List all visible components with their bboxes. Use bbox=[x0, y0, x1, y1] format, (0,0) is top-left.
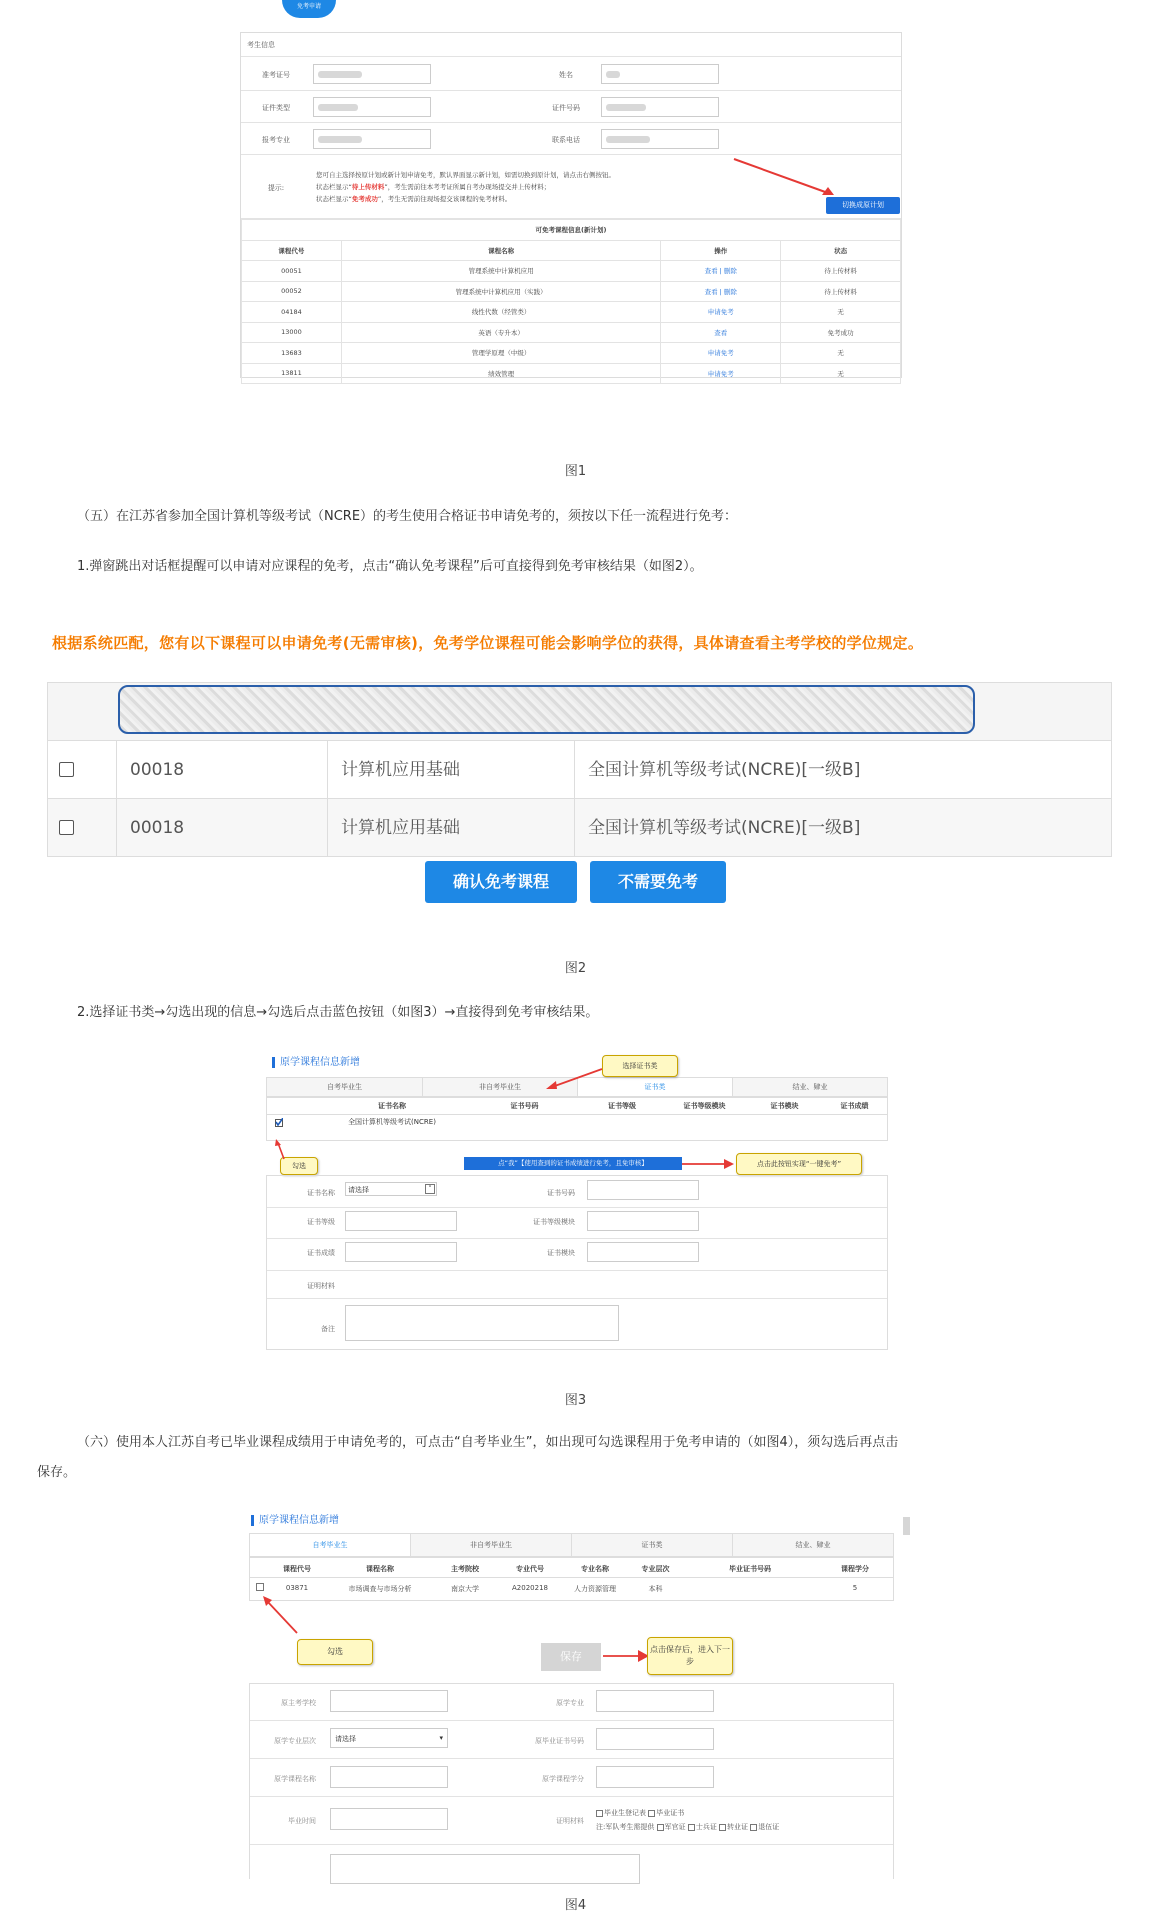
callout-check: 勾选 bbox=[297, 1639, 373, 1665]
tip-line-3: 状态栏显示“免考成功”，考生无需前往现场提交该课程的免考材料。 bbox=[316, 195, 512, 203]
figure-caption: 图3 bbox=[564, 1393, 587, 1408]
header-major-level: 专业层次 bbox=[641, 1565, 670, 1573]
proof-options: 毕业生登记表 毕业证书 注:军队考生需提供 军官证 士兵证 转业证 退伍证 bbox=[596, 1809, 780, 1831]
level-module-input[interactable] bbox=[587, 1211, 699, 1231]
label-major: 报考专业 bbox=[262, 136, 290, 144]
fig2-match-table bbox=[47, 682, 1112, 857]
step-2: 2.选择证书类→勾选出现的信息→勾选后点击蓝色按钮（如图3）→直接得到免考审核结果。 bbox=[77, 1005, 599, 1020]
course-checkbox[interactable] bbox=[59, 762, 74, 777]
cell: 人力资源管理 bbox=[574, 1585, 616, 1593]
exempt-course-table bbox=[241, 219, 901, 384]
table-row: 00052 管理系统中计算机应用（实践） 查看 | 删除 待上传材料 bbox=[242, 281, 901, 302]
table-row: 00051 管理系统中计算机应用 查看 | 删除 待上传材料 bbox=[242, 261, 901, 282]
paragraph-6-line-2: 保存。 bbox=[37, 1465, 77, 1480]
course-name: 计算机应用基础 bbox=[327, 741, 574, 799]
table-row bbox=[48, 799, 1111, 857]
orig-diploma-input[interactable] bbox=[596, 1728, 714, 1750]
callout-select-cert: 选择证书类 bbox=[602, 1055, 678, 1077]
section-title: 原学课程信息新增 bbox=[251, 1515, 339, 1526]
label-orig-school: 原主考学校 bbox=[281, 1699, 316, 1707]
switch-plan-button[interactable]: 切换成原计划 bbox=[826, 197, 900, 214]
grad-time-input[interactable] bbox=[330, 1808, 448, 1830]
remark-textarea[interactable] bbox=[345, 1305, 619, 1341]
scrollbar-thumb[interactable] bbox=[903, 1517, 910, 1535]
cert-name: 全国计算机等级考试(NCRE)[一级B] bbox=[574, 741, 1111, 799]
col-code: 课程代号 bbox=[242, 240, 342, 261]
course-grid bbox=[249, 1557, 894, 1601]
cell: A2020218 bbox=[512, 1584, 548, 1592]
one-click-exempt-button[interactable]: 点“我”【使用查到的证书成绩进行免考，且免审核】 bbox=[464, 1157, 682, 1170]
cell: 南京大学 bbox=[451, 1585, 479, 1593]
tab-non-self-graduate[interactable]: 非自考毕业生 bbox=[411, 1534, 572, 1556]
label-phone: 联系电话 bbox=[552, 136, 580, 144]
label-cert-module: 证书模块 bbox=[547, 1249, 575, 1257]
cell: 市场调查与市场分析 bbox=[348, 1585, 412, 1593]
tab-self-graduate[interactable]: 自考毕业生 bbox=[250, 1534, 411, 1556]
cert-name-select[interactable]: 请选择 ˅ bbox=[345, 1182, 437, 1196]
ticket-field[interactable] bbox=[313, 64, 431, 84]
checkbox[interactable] bbox=[750, 1824, 757, 1831]
label-tips: 提示: bbox=[267, 184, 285, 192]
cert-name-cell: 全国计算机等级考试(NCRE) bbox=[348, 1118, 436, 1126]
obscured-header bbox=[118, 685, 975, 734]
header-score: 证书成绩 bbox=[840, 1102, 869, 1110]
course-code: 00018 bbox=[116, 799, 327, 857]
orig-school-input[interactable] bbox=[330, 1690, 448, 1712]
label-orig-diploma: 原毕业证书号码 bbox=[535, 1737, 584, 1745]
paragraph-5: （五）在江苏省参加全国计算机等级考试（NCRE）的考生使用合格证书申请免考的，须按以下任一流程进行免考： bbox=[77, 509, 738, 524]
tab-bar bbox=[249, 1533, 894, 1557]
figure-caption: 图1 bbox=[564, 464, 587, 479]
row-action-link[interactable]: 申请免考 bbox=[661, 302, 781, 323]
tab-certificate[interactable]: 证书类 bbox=[572, 1534, 733, 1556]
row-action-link[interactable]: 申请免考 bbox=[661, 363, 781, 384]
cert-module-input[interactable] bbox=[587, 1242, 699, 1262]
label-idnumber: 证件号码 bbox=[552, 104, 580, 112]
header-module: 证书模块 bbox=[770, 1102, 799, 1110]
step-1: 1.弹窗跳出对话框提醒可以申请对应课程的免考，点击“确认免考课程”后可直接得到免考审核结果（如图2）。 bbox=[77, 559, 703, 574]
cert-checkbox[interactable] bbox=[275, 1119, 283, 1127]
label-level-module: 证书等级模块 bbox=[533, 1218, 575, 1226]
label-orig-level: 原学专业层次 bbox=[274, 1737, 316, 1745]
table-row: 13683 管理学原理（中级） 申请免考 无 bbox=[242, 343, 901, 364]
header-credit: 课程学分 bbox=[841, 1565, 869, 1573]
table-row: 13000 英语（专升本） 查看 免考成功 bbox=[242, 322, 901, 343]
course-checkbox[interactable] bbox=[59, 820, 74, 835]
section-title: 原学课程信息新增 bbox=[272, 1057, 360, 1068]
cert-name: 全国计算机等级考试(NCRE)[一级B] bbox=[574, 799, 1111, 857]
header-cert-level: 证书等级 bbox=[608, 1102, 636, 1110]
orig-major-input[interactable] bbox=[596, 1690, 714, 1712]
figure-caption: 图4 bbox=[564, 1898, 587, 1913]
cell: 5 bbox=[852, 1584, 858, 1592]
label-remark: 备注 bbox=[321, 1325, 335, 1333]
row-ticket bbox=[241, 57, 901, 91]
label-proof: 证明材料 bbox=[307, 1282, 335, 1290]
cert-form bbox=[266, 1175, 888, 1350]
orig-credit-input[interactable] bbox=[596, 1766, 714, 1788]
label-grad-time: 毕业时间 bbox=[288, 1817, 316, 1825]
label-idtype: 证件类型 bbox=[262, 104, 290, 112]
label-cert-level: 证书等级 bbox=[307, 1218, 335, 1226]
col-op: 操作 bbox=[661, 240, 781, 261]
figure-caption: 图2 bbox=[564, 961, 587, 976]
label-cert-score: 证书成绩 bbox=[307, 1249, 335, 1257]
checkbox[interactable] bbox=[657, 1824, 664, 1831]
col-status: 状态 bbox=[781, 240, 901, 261]
checkbox[interactable] bbox=[648, 1810, 655, 1817]
cell: 本科 bbox=[648, 1585, 663, 1593]
checkbox[interactable] bbox=[596, 1810, 603, 1817]
orig-course-input[interactable] bbox=[330, 1766, 448, 1788]
header-school: 主考院校 bbox=[451, 1565, 479, 1573]
course-form bbox=[249, 1683, 894, 1879]
label-orig-credit: 原学课程学分 bbox=[542, 1775, 584, 1783]
header-diploma-no: 毕业证书号码 bbox=[729, 1565, 771, 1573]
row-major bbox=[241, 123, 901, 155]
confirm-exempt-button[interactable]: 确认免考课程 bbox=[425, 861, 577, 903]
label-orig-major: 原学专业 bbox=[556, 1699, 584, 1707]
table-header bbox=[48, 683, 1111, 741]
chevron-down-icon: ˅ bbox=[425, 1184, 435, 1194]
tip-line-1: 您可自主选择按原计划或新计划申请免考，默认界面显示新计划，如需切换到原计划，请点击右侧按钮。 bbox=[316, 171, 615, 179]
label-cert-no: 证书号码 bbox=[547, 1189, 575, 1197]
row-action-link[interactable]: 查看 | 删除 bbox=[661, 281, 781, 302]
label-proof: 证明材料 bbox=[556, 1817, 584, 1825]
course-checkbox[interactable] bbox=[256, 1583, 264, 1591]
fig3-screenshot bbox=[262, 1053, 894, 1363]
row-action-link[interactable]: 查看 | 删除 bbox=[661, 261, 781, 282]
cert-score-input[interactable] bbox=[345, 1242, 457, 1262]
tip-line-2: 状态栏显示“待上传材料”，考生需前往本考考证所属自考办现场提交并上传材料； bbox=[316, 183, 551, 191]
table-caption: 可免考课程信息(新计划) bbox=[242, 220, 901, 241]
no-exempt-button[interactable]: 不需要免考 bbox=[590, 861, 726, 903]
match-headline: 根据系统匹配，您有以下课程可以申请免考(无需审核)，免考学位课程可能会影响学位的获得，具体请查看主考学校的学位规定。 bbox=[52, 634, 924, 652]
course-name: 计算机应用基础 bbox=[327, 799, 574, 857]
arrow-icon bbox=[544, 1067, 606, 1091]
paragraph-6-line-1: （六）使用本人江苏自考已毕业课程成绩用于申请免考的，可点击“自考毕业生”，如出现可勾选课程用于免考申请的（如图4），须勾选后再点击 bbox=[77, 1435, 899, 1450]
chevron-down-icon: ▾ bbox=[439, 1734, 443, 1742]
remark-textarea[interactable] bbox=[330, 1854, 640, 1884]
tab-completion[interactable]: 结业、肄业 bbox=[792, 1083, 828, 1091]
tab-self-graduate[interactable]: 自考毕业生 bbox=[267, 1078, 423, 1096]
row-action-link[interactable]: 查看 bbox=[661, 322, 781, 343]
table-row bbox=[48, 741, 1111, 799]
table-row: 13811 绩效管理 申请免考 无 bbox=[242, 363, 901, 384]
table-row: 04184 线性代数（经管类） 申请免考 无 bbox=[242, 302, 901, 323]
header-cert-name: 证书名称 bbox=[378, 1102, 406, 1110]
save-button[interactable]: 保存 bbox=[541, 1643, 601, 1671]
label-name: 姓名 bbox=[559, 71, 573, 79]
exempt-apply-badge[interactable]: 免考申请 bbox=[282, 0, 336, 18]
cert-grid bbox=[266, 1097, 888, 1141]
arrow-icon bbox=[603, 1649, 649, 1663]
callout-one-click: 点击此按钮实现“一键免考” bbox=[736, 1153, 862, 1175]
label-orig-course: 原学课程名称 bbox=[274, 1775, 316, 1783]
header-major-name: 专业名称 bbox=[581, 1565, 609, 1573]
phone-field[interactable] bbox=[601, 129, 719, 149]
arrow-icon bbox=[730, 155, 840, 200]
tab-completion[interactable]: 结业、肄业 bbox=[795, 1541, 831, 1549]
panel-title: 考生信息 bbox=[241, 33, 901, 57]
header-course-code: 课程代号 bbox=[283, 1565, 311, 1573]
arrow-icon bbox=[682, 1157, 734, 1171]
major-field[interactable] bbox=[313, 129, 431, 149]
tips-text bbox=[316, 169, 736, 205]
callout-save: 点击保存后，进入下一步 bbox=[647, 1637, 733, 1675]
tab-non-self-graduate[interactable]: 非自考毕业生 bbox=[423, 1078, 578, 1096]
cell: 03871 bbox=[285, 1584, 309, 1592]
orig-level-select[interactable]: 请选择 ▾ bbox=[330, 1728, 448, 1748]
arrow-icon bbox=[274, 1139, 290, 1161]
course-code: 00018 bbox=[116, 741, 327, 799]
tab-certificate[interactable]: 证书类 bbox=[578, 1078, 733, 1096]
arrow-icon bbox=[261, 1595, 301, 1637]
cert-no-input[interactable] bbox=[587, 1180, 699, 1200]
row-action-link[interactable]: 申请免考 bbox=[661, 343, 781, 364]
header-course-name: 课程名称 bbox=[366, 1565, 394, 1573]
name-field[interactable] bbox=[601, 64, 719, 84]
checkbox[interactable] bbox=[688, 1824, 695, 1831]
row-idtype bbox=[241, 91, 901, 123]
label-cert-name: 证书名称 bbox=[307, 1189, 335, 1197]
idnumber-field[interactable] bbox=[601, 97, 719, 117]
checkbox[interactable] bbox=[719, 1824, 726, 1831]
fig4-screenshot bbox=[247, 1511, 900, 1879]
callout-check: 勾选 bbox=[280, 1157, 318, 1175]
label-ticket: 准考证号 bbox=[262, 71, 290, 79]
fig1-candidate-panel bbox=[240, 32, 902, 378]
header-level-module: 证书等级模块 bbox=[683, 1102, 726, 1110]
header-major-code: 专业代号 bbox=[516, 1565, 544, 1573]
idtype-field[interactable] bbox=[313, 97, 431, 117]
col-name: 课程名称 bbox=[341, 240, 660, 261]
header-cert-no: 证书号码 bbox=[510, 1102, 539, 1110]
cert-level-input[interactable] bbox=[345, 1211, 457, 1231]
